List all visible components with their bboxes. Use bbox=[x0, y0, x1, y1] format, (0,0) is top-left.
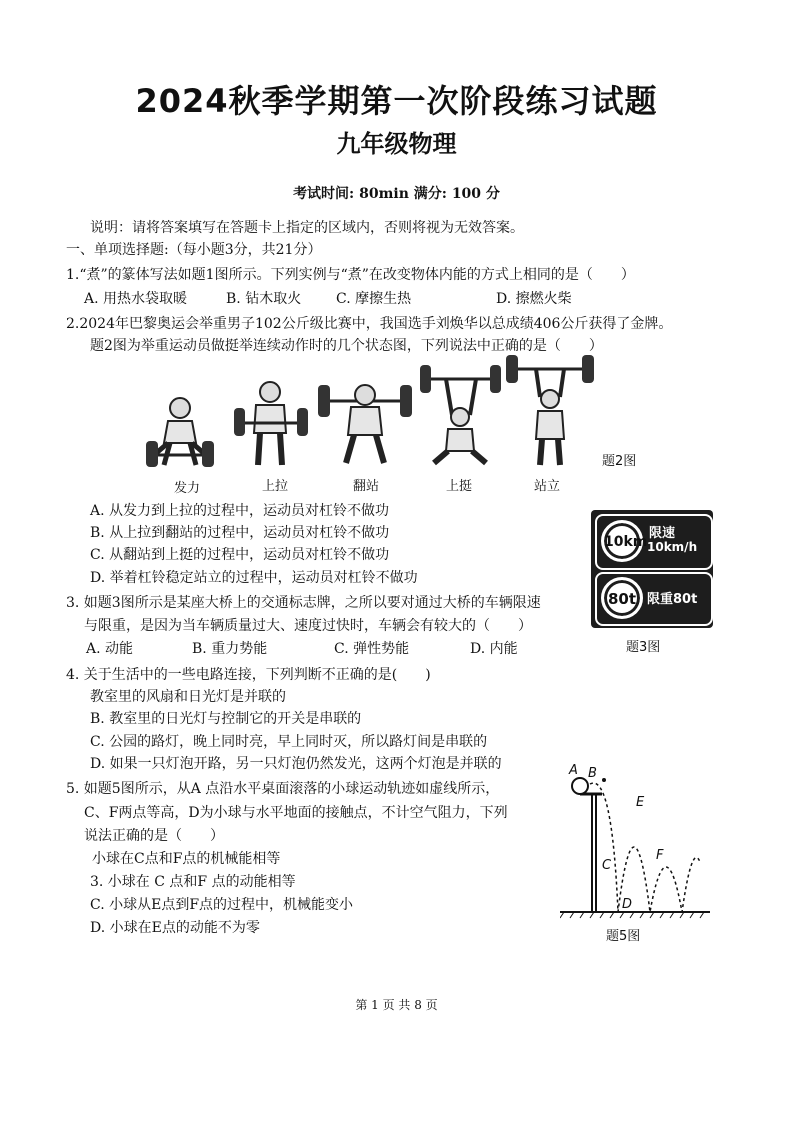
q5-stem-line1: 5. 如题5图所示，从A 点沿水平桌面滚落的小球运动轨迹如虚线所示， bbox=[66, 781, 500, 797]
pose-label-shangting: 上挺 bbox=[446, 479, 473, 494]
weight-limit-sign bbox=[595, 572, 713, 626]
point-a-label: A bbox=[569, 763, 578, 778]
pose-zhanli bbox=[506, 355, 594, 465]
q4-stem: 4. 关于生活中的一些电路连接，下列判断不正确的是( ) bbox=[66, 667, 431, 683]
q2-stem-line1: 2.2024年巴黎奥运会举重男子102公斤级比赛中，我国选手刘焕华以总成绩406公斤获得了金牌。 bbox=[66, 316, 673, 332]
exam-subtitle: 九年级物理 bbox=[336, 130, 457, 158]
ball-icon bbox=[572, 778, 588, 794]
point-d-label: D bbox=[622, 897, 633, 912]
q5-option-d: D. 小球在E点的动能不为零 bbox=[90, 920, 260, 936]
speed-limit-text: 限速 bbox=[649, 526, 676, 541]
section-heading: 一、单项选择题:（每小题3分，共21分） bbox=[66, 242, 322, 258]
q3-option-a: A. 动能 bbox=[86, 641, 134, 657]
q2-stem-line2: 题2图为举重运动员做挺举连续动作时的几个状态图，下列说法中正确的是（ ） bbox=[90, 338, 603, 354]
speed-limit-value: 10km/h bbox=[647, 540, 698, 554]
q1-option-a: A. 用热水袋取暖 bbox=[84, 291, 188, 307]
pose-label-fanzhan: 翻站 bbox=[353, 479, 380, 494]
pose-label-zhanli: 站立 bbox=[534, 479, 561, 494]
q3-option-d: D. 内能 bbox=[470, 641, 518, 657]
q5-option-c: C. 小球从E点到F点的过程中，机械能变小 bbox=[90, 897, 354, 913]
q2-option-c: C. 从翻站到上挺的过程中，运动员对杠铃不做功 bbox=[90, 547, 390, 563]
q1-stem: 1.“煮”的篆体写法如题1图所示。下列实例与“煮”在改变物体内能的方式上相同的是（ ） bbox=[66, 267, 635, 283]
exam-info: 考试时间: 80min 满分: 100 分 bbox=[293, 186, 500, 202]
figure-5-label: 题5图 bbox=[606, 929, 641, 944]
pose-shangting bbox=[420, 365, 501, 463]
traffic-sign-panel bbox=[591, 510, 713, 628]
q3-option-c: C. 弹性势能 bbox=[334, 641, 410, 657]
weight-limit-text: 限重80t bbox=[647, 592, 698, 607]
speed-limit-circle: 10km bbox=[601, 520, 643, 562]
ball-trajectory-figure bbox=[560, 762, 720, 927]
q5-stem-line3: 说法正确的是（ ） bbox=[84, 828, 224, 844]
speed-limit-sign bbox=[595, 514, 713, 570]
q2-option-d: D. 举着杠铃稳定站立的过程中，运动员对杠铃不做功 bbox=[90, 570, 418, 586]
q2-option-a: A. 从发力到上拉的过程中，运动员对杠铃不做功 bbox=[90, 503, 390, 519]
q4-option-d: D. 如果一只灯泡开路，另一只灯泡仍然发光，这两个灯泡是并联的 bbox=[90, 756, 502, 772]
pose-label-fali: 发力 bbox=[174, 481, 201, 496]
q4-option-c: C. 公园的路灯，晚上同时亮，早上同时灭，所以路灯间是串联的 bbox=[90, 734, 488, 750]
weight-limit-circle: 80t bbox=[601, 577, 643, 619]
q4-option-a: 教室里的风扇和日光灯是并联的 bbox=[90, 689, 286, 705]
q2-option-b: B. 从上拉到翻站的过程中，运动员对杠铃不做功 bbox=[90, 525, 390, 541]
q1-option-b: B. 钻木取火 bbox=[226, 291, 302, 307]
pose-fali bbox=[146, 398, 214, 467]
q3-stem-line1: 3. 如题3图所示是某座大桥上的交通标志牌，之所以要对通过大桥的车辆限速 bbox=[66, 595, 541, 611]
notice: 说明：请将答案填写在答题卡上指定的区域内，否则将视为无效答案。 bbox=[90, 220, 524, 236]
pose-shangla bbox=[234, 382, 308, 465]
q3-stem-line2: 与限重，是因为当车辆质量过大、速度过快时，车辆会有较大的（ ） bbox=[84, 618, 532, 634]
point-e-label: E bbox=[636, 795, 645, 810]
point-f-label: F bbox=[656, 848, 664, 863]
q4-option-b: B. 教室里的日光灯与控制它的开关是串联的 bbox=[90, 711, 362, 727]
q5-option-a: 小球在C点和F点的机械能相等 bbox=[92, 851, 281, 867]
point-b-label: B bbox=[588, 766, 597, 781]
q1-option-d: D. 擦燃火柴 bbox=[496, 291, 572, 307]
figure-3-label: 题3图 bbox=[626, 640, 661, 655]
exam-title: 2024秋季学期第一次阶段练习试题 bbox=[135, 82, 658, 120]
pose-fanzhan bbox=[318, 385, 412, 463]
q3-option-b: B. 重力势能 bbox=[192, 641, 268, 657]
point-c-label: C bbox=[602, 858, 612, 873]
q5-stem-line2: C、F两点等高，D为小球与水平地面的接触点，不计空气阻力，下列 bbox=[84, 805, 508, 821]
q5-option-b: 3. 小球在 C 点和F 点的动能相等 bbox=[90, 874, 296, 890]
page-footer: 第 1 页 共 8 页 bbox=[355, 998, 438, 1012]
figure-2-label: 题2图 bbox=[602, 454, 637, 469]
pose-label-shangla: 上拉 bbox=[262, 479, 289, 494]
q1-option-c: C. 摩擦生热 bbox=[336, 291, 412, 307]
